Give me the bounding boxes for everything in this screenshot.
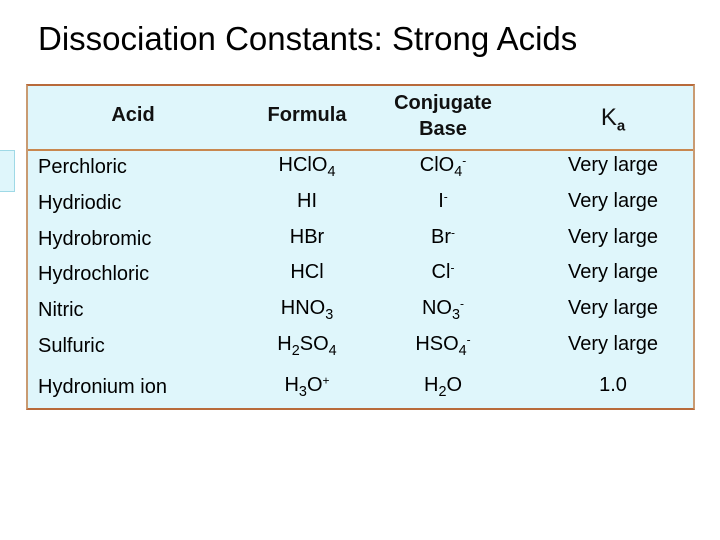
conjugate-base-cell <box>363 261 523 284</box>
header-acid: Acid <box>111 104 155 126</box>
subscript: 4 <box>454 164 463 181</box>
subscript: 4 <box>327 164 336 181</box>
formula-text: Cl <box>431 261 451 283</box>
acids-table <box>26 84 695 410</box>
subscript: 3 <box>298 384 307 401</box>
conjugate-base-cell <box>363 296 523 324</box>
formula-text: O <box>446 374 463 396</box>
formula-text: HBr <box>289 226 325 248</box>
superscript: - <box>443 189 448 204</box>
formula-text: HI <box>297 190 317 212</box>
header-ka <box>533 104 693 135</box>
ka-cell: Very large <box>567 333 659 355</box>
formula-text: NO <box>421 297 452 319</box>
ka-cell: 1.0 <box>599 374 627 396</box>
header-conjugate-base-line1: Conjugate <box>394 92 492 114</box>
formula-text: HSO <box>415 333 459 355</box>
acid-name-cell: Nitric <box>38 299 84 321</box>
slide-title: Dissociation Constants: Strong Acids <box>38 20 578 57</box>
acid-name-cell: Perchloric <box>38 156 127 178</box>
formula-text: HNO <box>280 297 326 319</box>
subscript: 4 <box>328 343 337 360</box>
acid-name-cell: Hydrobromic <box>38 228 152 250</box>
header-conjugate-base-line2: Base <box>419 118 467 140</box>
header-conjugate-base <box>363 90 523 142</box>
ka-cell: Very large <box>567 261 659 283</box>
subscript: 3 <box>325 307 334 324</box>
conjugate-base-cell <box>363 332 523 360</box>
acid-name-cell: Sulfuric <box>38 335 105 357</box>
formula-text: O <box>306 374 323 396</box>
header-divider <box>28 149 693 151</box>
ka-cell: Very large <box>567 154 659 176</box>
ka-cell: Very large <box>567 226 659 248</box>
formula-text: HCl <box>290 261 324 283</box>
formula-text: H <box>277 333 292 355</box>
ka-cell: Very large <box>567 190 659 212</box>
formula-text: I <box>438 190 444 212</box>
acid-name-cell: Hydrochloric <box>38 263 150 285</box>
formula-text: ClO <box>419 154 455 176</box>
conjugate-base-cell <box>363 374 523 401</box>
formula-text: HClO <box>278 154 328 176</box>
conjugate-base-cell <box>363 190 523 213</box>
subscript: 2 <box>438 384 447 401</box>
ka-cell: Very large <box>567 297 659 319</box>
conjugate-base-cell <box>363 226 523 249</box>
subscript: 2 <box>291 343 300 360</box>
side-tab <box>0 150 15 192</box>
formula-text: SO <box>299 333 329 355</box>
superscript: - <box>460 296 464 311</box>
superscript: - <box>450 260 455 275</box>
superscript: - <box>451 225 455 240</box>
acid-name-cell: Hydronium ion <box>38 376 167 398</box>
subscript: 3 <box>451 307 460 324</box>
header-formula: Formula <box>267 104 347 126</box>
header-ka-subscript: a <box>616 117 626 135</box>
subscript: 4 <box>458 343 467 360</box>
superscript: - <box>466 332 471 347</box>
formula-text: H <box>284 374 299 396</box>
formula-text: Br <box>431 226 451 248</box>
superscript: - <box>462 153 467 168</box>
header-ka-symbol: K <box>600 104 617 131</box>
superscript: + <box>322 373 330 388</box>
acid-name-cell: Hydriodic <box>38 192 122 214</box>
conjugate-base-cell <box>363 153 523 181</box>
formula-text: H <box>423 374 439 396</box>
